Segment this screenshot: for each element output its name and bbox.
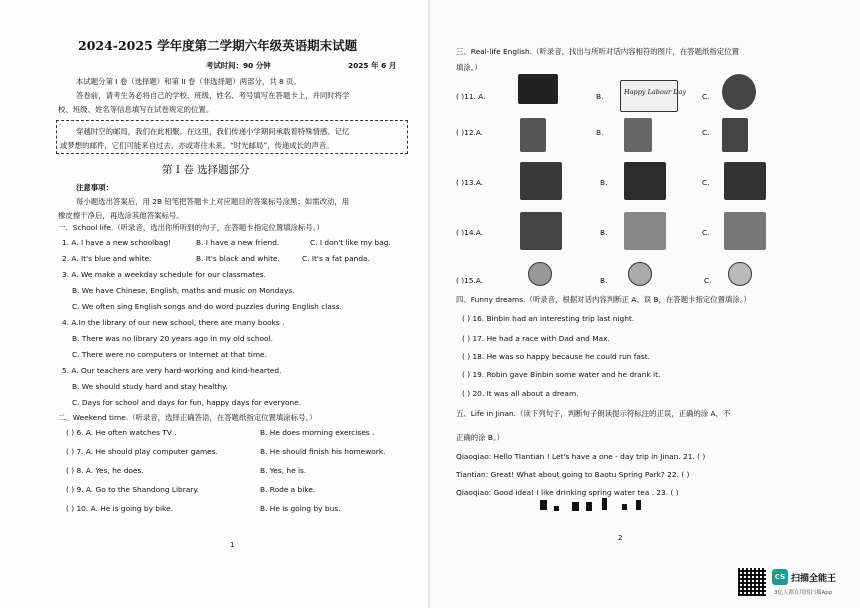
redaction-block	[636, 500, 641, 510]
section-3-title-cont: 填涂。）	[456, 63, 482, 72]
smiling-face-icon	[728, 262, 752, 286]
page-number-1: 1	[230, 541, 235, 549]
q14-c-label: C.	[702, 228, 710, 237]
redaction-block	[602, 498, 607, 510]
q2-option-a: 2. A. It's blue and white.	[62, 254, 152, 263]
q6-option-b: B. He does morning exercises .	[260, 428, 375, 437]
section-5-title-cont: 正确的涂 B。）	[456, 433, 505, 442]
q1-option-a: 1. A. I have a new schoolbag!	[62, 238, 172, 247]
right-page	[430, 0, 860, 608]
dialogue-line-23: Qiaoqiao: Good idea! I like drinking spring water tea . 23. ( )	[456, 488, 679, 497]
skateboarder-photo-icon	[520, 162, 562, 200]
exam-time: 考试时间：90 分钟	[206, 61, 271, 70]
q17-statement: ( ) 17. He had a race with Dad and Max.	[462, 334, 610, 343]
part-one-title: 第 I 卷 选择题部分	[162, 164, 250, 176]
q3-option-a: 3. A. We make a weekday schedule for our classmates.	[62, 270, 266, 279]
q3-option-b: B. We have Chinese, English, maths and music on Mondays.	[72, 286, 295, 295]
page-number-2: 2	[618, 534, 623, 542]
redaction-block	[572, 502, 579, 511]
q1-option-b: B. I have a new friend.	[196, 238, 280, 247]
karate-boy-icon	[722, 118, 748, 152]
exam-title: 2024-2025 学年度第二学期六年级英语期末试题	[78, 38, 358, 53]
businessman-photo-icon	[724, 162, 766, 200]
q8-option-a: ( ) 8. A. Yes, he does.	[66, 466, 144, 475]
notice-title: 注意事项：	[76, 183, 113, 192]
notice-line-2: 橡皮擦干净后，再选涂其他答案标号。	[58, 211, 184, 220]
q18-statement: ( ) 18. He was so happy because he could run fast.	[462, 352, 651, 361]
q7-option-a: ( ) 7. A. He should play computer games.	[66, 447, 218, 456]
q3-option-c: C. We often sing English songs and do word puzzles during English class.	[72, 302, 342, 311]
q10-option-b: B. He is going by bus.	[260, 504, 341, 513]
q1-option-c: C. I don't like my bag.	[310, 238, 391, 247]
watermark-tagline: 3亿人都在用的扫描App	[774, 590, 833, 596]
painting-easel-icon	[520, 118, 546, 152]
intro-line-2: 答卷前，请考生务必将自己的学校、班级、姓名、考号填写在答题卡上，并同时将学	[76, 91, 350, 100]
section-2-title: 二、Weekend time.（听录音，选择正确答语，在答题纸指定位置填涂标号。）	[58, 413, 317, 422]
q20-statement: ( ) 20. It was all about a dream.	[462, 389, 579, 398]
q5-option-c: C. Days for school and days for fun, happy days for everyone.	[72, 398, 302, 407]
q12-label: ( )12.A.	[456, 128, 484, 137]
qr-code-icon	[738, 568, 766, 596]
section-1-title: 一、School life.（听录音，选出你所听到的句子，在答题卡指定位置填涂标号。）	[58, 223, 324, 232]
q6-option-a: ( ) 6. A. He often watches TV .	[66, 428, 177, 437]
camscanner-logo-icon: CS	[772, 569, 788, 585]
speaker-podium-icon	[624, 118, 652, 152]
intro-line-1: 本试题分第 I 卷（选择题）和第 II 卷（非选择题）两部分，共 8 页。	[76, 77, 301, 86]
q10-option-a: ( ) 10. A. He is going by bike.	[66, 504, 173, 513]
cyclist-photo-icon	[520, 212, 562, 250]
labour-day-banner-icon	[620, 80, 678, 112]
man-in-suit-photo-icon	[624, 162, 666, 200]
q9-option-a: ( ) 9. A. Go to the Shandong Library.	[66, 485, 199, 494]
q14-b-label: B.	[600, 228, 608, 237]
q13-c-label: C.	[702, 178, 710, 187]
angry-face-icon	[528, 262, 552, 286]
zongzi-basket-icon	[722, 74, 756, 110]
box-line-1: 穿越时空的邮局，我们在此相聚。在这里，我们传递小学期间承载着特殊情感、记忆	[76, 127, 350, 136]
q2-option-b: B. It's black and white.	[196, 254, 280, 263]
dialogue-line-22: Tiantian: Great! What about going to Baotu Spring Park? 22. ( )	[456, 470, 690, 479]
q2-option-c: C. It's a fat panda.	[302, 254, 370, 263]
crying-face-icon	[628, 262, 652, 286]
q5-option-b: B. We should study hard and stay healthy.	[72, 382, 228, 391]
left-page	[0, 0, 428, 608]
watermark-app-name: 扫描全能王	[791, 574, 837, 584]
section-4-title: 四、Funny dreams.（听录音，根据对话内容判断正 A、误 B，在答题卡指定位置填涂。）	[456, 295, 751, 304]
q11-c-label: C.	[702, 92, 710, 101]
q15-c-label: C.	[704, 276, 712, 285]
labour-day-banner-text: Happy Labour Day	[624, 88, 686, 96]
section-3-title: 三、Real-life English.（听录音，找出与所听对话内容相符的图片，在答题纸指定位置	[456, 47, 739, 56]
section-5-title: 五、Life in Jinan.（读下列句子，判断句子朗读提示符标注的正误，正确的涂 A，不	[456, 409, 731, 418]
redaction-block	[540, 500, 547, 510]
q15-b-label: B.	[600, 276, 608, 285]
q8-option-b: B. Yes, he is.	[260, 466, 307, 475]
dialogue-line-21: Qiaoqiao: Hello Tiantian ! Let's have a one - day trip in Jinan. 21. ( )	[456, 452, 706, 461]
q4-option-a: 4. A.In the library of our new school, there are many books .	[62, 318, 285, 327]
volleyball-photo-icon	[724, 212, 766, 250]
q5-option-a: 5. A. Our teachers are very hard-working and kind-hearted.	[62, 366, 282, 375]
q11-b-label: B.	[596, 92, 604, 101]
q13-label: ( )13.A.	[456, 178, 484, 187]
q4-option-b: B. There was no library 20 years ago in my old school.	[72, 334, 273, 343]
intro-line-3: 校、班级、姓名等信息填写在试卷规定的位置。	[58, 105, 214, 114]
q15-label: ( )15.A.	[456, 276, 484, 285]
redaction-block	[586, 502, 592, 511]
notice-line-1: 每小题选出答案后，用 2B 铅笔把答题卡上对应题目的答案标号涂黑；如需改动，用	[76, 197, 350, 206]
q7-option-b: B. He should finish his homework.	[260, 447, 386, 456]
dragon-boat-festival-icon	[518, 74, 558, 104]
runner-photo-icon	[624, 212, 666, 250]
redaction-block	[622, 504, 627, 510]
q12-c-label: C.	[702, 128, 710, 137]
q16-statement: ( ) 16. Binbin had an interesting trip last night.	[462, 314, 635, 323]
q13-b-label: B.	[600, 178, 608, 187]
box-line-2: 或梦想的邮件，它们可能来自过去、亦或寄往未来。“时光邮局”，传递成长的声音。	[60, 141, 334, 150]
q12-b-label: B.	[596, 128, 604, 137]
q19-statement: ( ) 19. Robin gave Binbin some water and he drank it.	[462, 370, 661, 379]
q11-label: ( )11. A.	[456, 92, 486, 101]
q14-label: ( )14.A.	[456, 228, 484, 237]
q9-option-b: B. Rode a bike.	[260, 485, 316, 494]
exam-date: 2025 年 6 月	[348, 61, 397, 70]
q4-option-c: C. There were no computers or Internet at that time.	[72, 350, 267, 359]
redaction-block	[554, 506, 559, 511]
